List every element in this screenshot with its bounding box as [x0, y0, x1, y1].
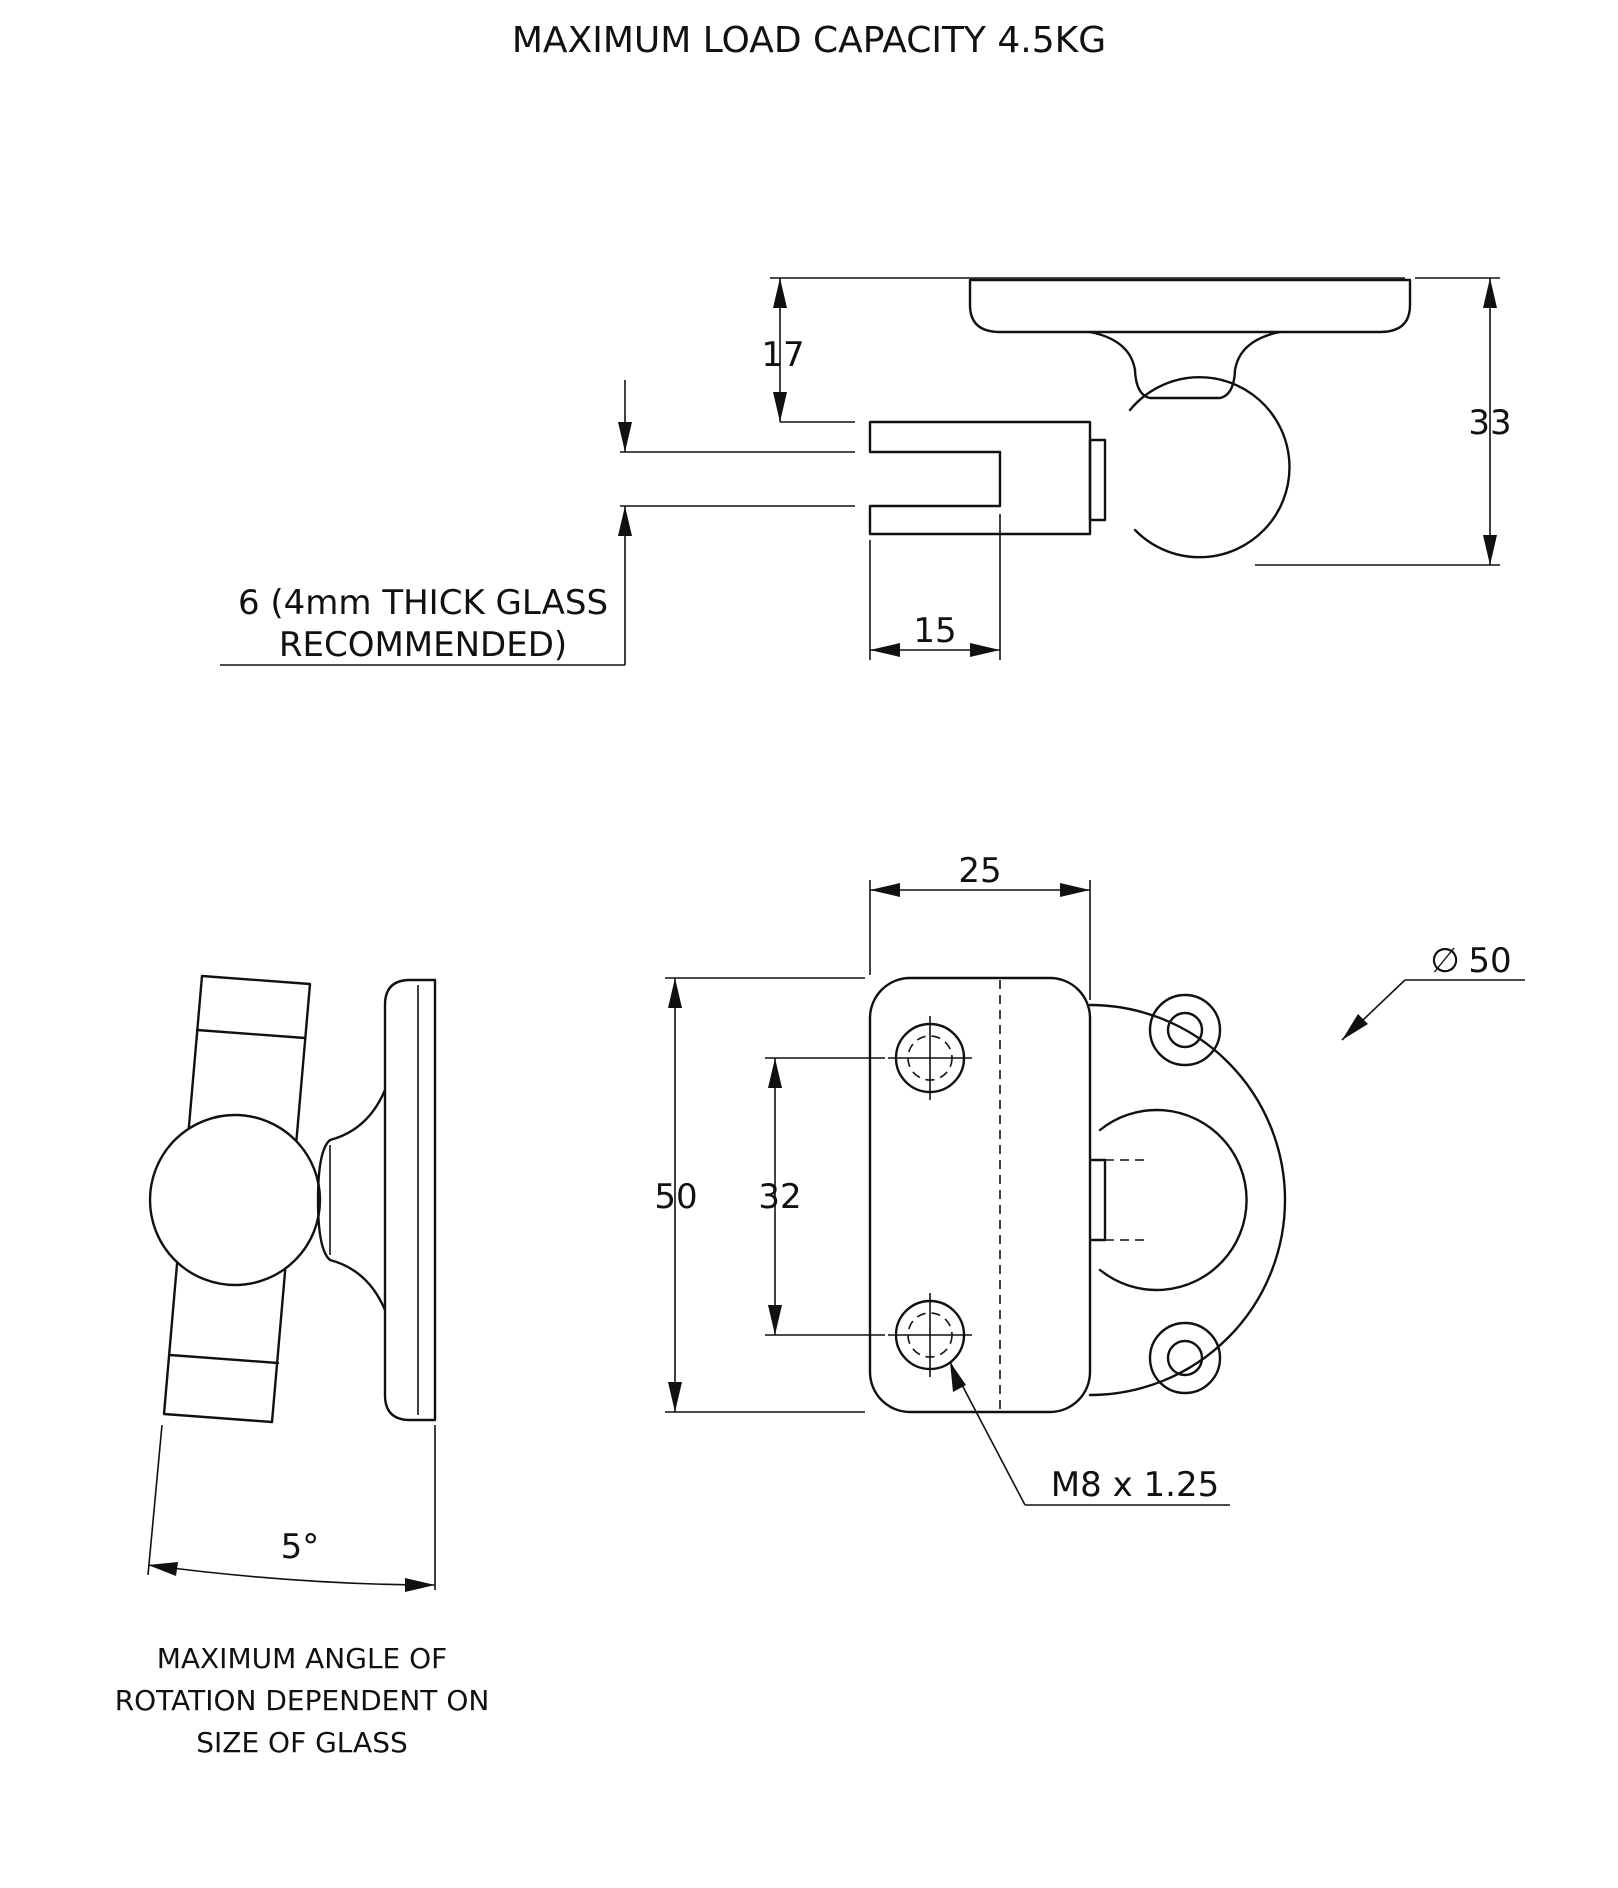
arrow-6-top: [618, 422, 632, 452]
rotation-ball: [150, 1115, 320, 1285]
clamp-outline: [870, 422, 1090, 534]
arrow-angle-left: [148, 1562, 178, 1576]
dim-25-label: 25: [958, 851, 1002, 891]
arrow-17-top: [773, 278, 787, 308]
arrow-25-right: [1060, 883, 1090, 897]
arrow-angle-right: [405, 1578, 435, 1592]
base-plate-outline: [970, 280, 1410, 332]
rotation-view: [115, 976, 490, 1759]
side-view: [220, 278, 1512, 665]
ext-angle-left: [148, 1425, 162, 1575]
front-ball-outline: [1100, 1110, 1247, 1290]
arrow-32-bottom: [768, 1305, 782, 1335]
tilted-clamp-band-bottom: [170, 1355, 278, 1363]
drawing-title: MAXIMUM LOAD CAPACITY 4.5KG: [511, 20, 1107, 61]
front-clamp-outline: [870, 978, 1090, 1412]
rotation-note-line2: ROTATION DEPENDENT ON: [114, 1684, 490, 1717]
stub-outline: [1090, 440, 1105, 520]
arrow-15-left: [870, 643, 900, 657]
dim-32-label: 32: [758, 1177, 802, 1217]
rotation-plate: [385, 980, 435, 1420]
arrow-25-left: [870, 883, 900, 897]
rotation-note-line3: SIZE OF GLASS: [196, 1726, 408, 1759]
plate-hole-bottom-outer: [1150, 1323, 1220, 1393]
arrow-50-bottom: [668, 1382, 682, 1412]
glass-note-line1: 6 (4mm THICK GLASS: [237, 583, 609, 623]
diameter-symbol: ∅: [1430, 941, 1460, 981]
rotation-note-line1: MAXIMUM ANGLE OF: [156, 1642, 448, 1675]
glass-note-line2: RECOMMENDED): [278, 625, 568, 665]
round-plate-outline: [1090, 1005, 1285, 1395]
thread-callout-label: M8 x 1.25: [1050, 1465, 1220, 1505]
front-view: [654, 851, 1525, 1505]
arrow-50-top: [668, 978, 682, 1008]
dim-33-label: 33: [1468, 403, 1512, 443]
arrow-15-right: [970, 643, 1000, 657]
angle-label: 5°: [280, 1527, 320, 1567]
arrow-33-top: [1483, 278, 1497, 308]
arrow-6-bottom: [618, 506, 632, 536]
dim-15-label: 15: [913, 611, 957, 651]
tilted-clamp-band-top: [197, 1030, 305, 1038]
dim-17-label: 17: [761, 335, 805, 375]
ball-outline: [1130, 377, 1289, 557]
arrow-33-bottom: [1483, 535, 1497, 565]
rotation-neck: [318, 1090, 385, 1310]
neck-outline: [1090, 332, 1280, 398]
angle-arc: [148, 1565, 435, 1585]
arrow-32-top: [768, 1058, 782, 1088]
arrow-17-bottom: [773, 392, 787, 422]
dim-50-label: 50: [654, 1177, 698, 1217]
dim-diameter-label: 50: [1468, 941, 1512, 981]
